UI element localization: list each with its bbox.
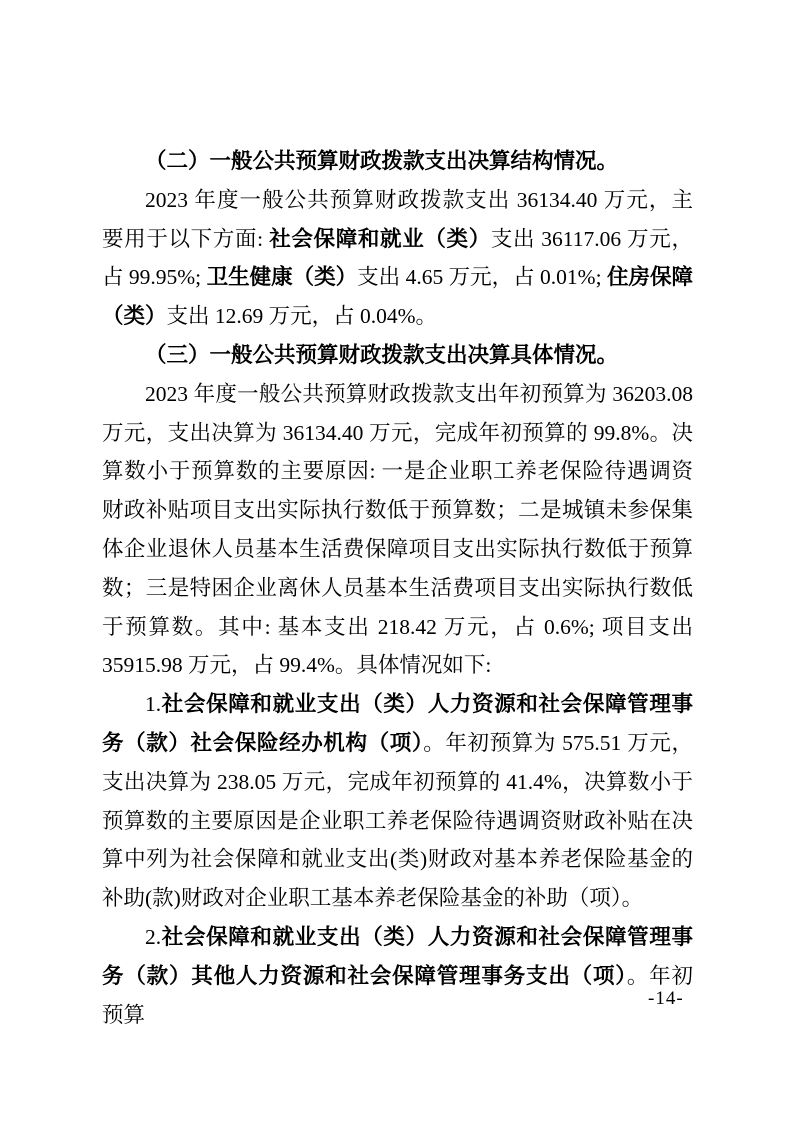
text-run-bold: 社会保障和就业支出（类）人力资源和社会保障管理事务（款）其他人力资源和社会保障管理事务支出（项） — [102, 924, 693, 988]
text-run: 。年初预算为 575.51 万元，支出决算为 238.05 万元，完成年初预算的 41.4%，决算数小于预算数的主要原因是企业职工养老保险待遇调资财政补贴在决算中列为社会保障和就业支出(类)财政对基本养老保险基金的补助(款)财政对企业职工基本养老保险基金的补助（项）。 — [102, 730, 693, 911]
text-run: 1. — [145, 692, 162, 717]
document-content — [102, 142, 693, 1034]
text-run-bold: 住房保障（类） — [102, 265, 693, 329]
paragraph-expenditure-structure — [102, 181, 693, 336]
page-number: -14- — [648, 988, 684, 1009]
text-run-bold: 社会保障和就业（类） — [269, 226, 491, 251]
text-run: 2. — [145, 924, 162, 949]
text-run-bold: 社会保障和就业支出（类）人力资源和社会保障管理事务（款）社会保险经办机构（项） — [102, 692, 693, 755]
section-heading-expenditure-detail: （三）一般公共预算财政拨款支出决算具体情况。 — [145, 342, 619, 367]
text-run: 2023 年度一般公共预算财政拨款支出 36134.40 万元，主要用于以下方面: — [102, 187, 693, 251]
paragraph-expenditure-detail-overview: 2023 年度一般公共预算财政拨款支出年初预算为 36203.08 万元，支出决算为 36134.40 万元，完成年初预算的 99.8%。决算数小于预算数的主要原因: 一是企业职工养老保险待遇调资财政补贴项目支出实际执行数低于预算数；二是城镇未参保集体企业退休人员基本生活费保障项目支出实际执行数低于预算数；三是特困企业离休人员基本生活费项目支出实际执行数低于预算数。其中: 基本支出 218.42 万元，占 0.6%; 项目支出 35915.98 万元，占 99.4%。具体情况如下: — [102, 381, 693, 678]
paragraph-detail-item-1 — [102, 685, 693, 918]
text-run: 支出 36117.06 万元，占 99.95%; — [102, 226, 693, 290]
text-run: 。年初预算 — [102, 963, 693, 1027]
section-heading-expenditure-structure: （二）一般公共预算财政拨款支出决算结构情况。 — [145, 149, 619, 173]
paragraph-detail-item-2 — [102, 918, 693, 1034]
text-run: 支出 12.69 万元，占 0.04%。 — [166, 304, 438, 329]
text-run: 支出 4.65 万元，占 0.01%; — [357, 265, 607, 290]
text-run-bold: 卫生健康（类） — [206, 265, 358, 290]
